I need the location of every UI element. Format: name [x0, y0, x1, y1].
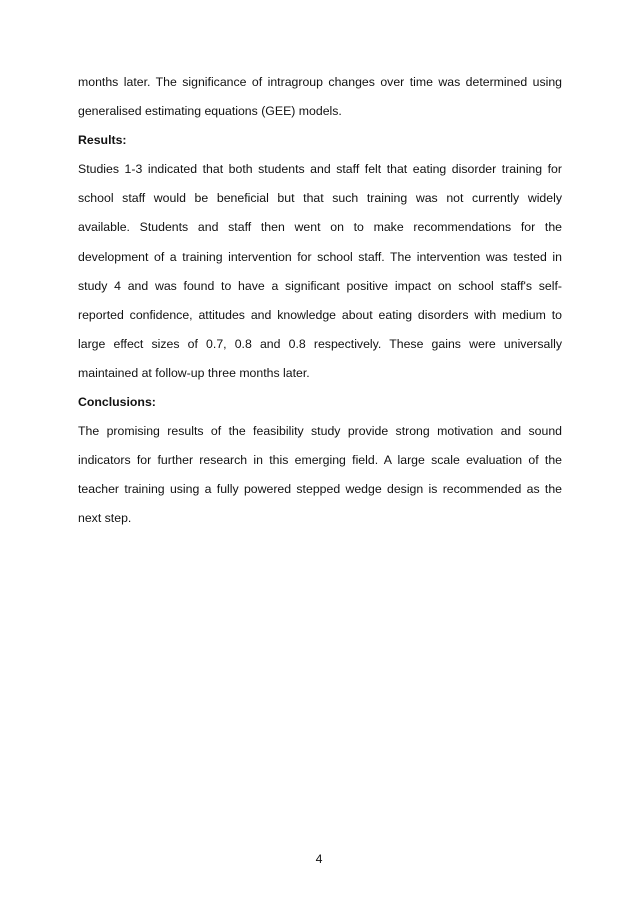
text-line: next step. [78, 511, 132, 526]
text-line: development of a training intervention for school staff. The intervention was tested in [78, 249, 562, 264]
text-line: school staff would be beneficial but that such training was not currently widely [78, 191, 562, 206]
text-line: available. Students and staff then went on to make recommendations for the [78, 220, 562, 235]
text-line: teacher training using a fully powered stepped wedge design is recommended as the [78, 482, 562, 497]
conclusions-heading: Conclusions: [78, 395, 156, 410]
body-text [78, 74, 562, 540]
page-number: 4 [315, 852, 323, 866]
text-line: study 4 and was found to have a significant positive impact on school staff's self- [78, 278, 562, 293]
text-line: maintained at follow-up three months later. [78, 365, 310, 380]
text-line: generalised estimating equations (GEE) models. [78, 104, 342, 119]
text-line: indicators for further research in this emerging field. A large scale evaluation of the [78, 453, 562, 468]
results-heading: Results: [78, 133, 127, 148]
text-line: large effect sizes of 0.7, 0.8 and 0.8 respectively. These gains were universally [78, 336, 562, 351]
text-line: reported confidence, attitudes and knowledge about eating disorders with medium to [78, 307, 562, 322]
text-line: Studies 1-3 indicated that both students and staff felt that eating disorder training for [78, 162, 562, 177]
text-line: months later. The significance of intragroup changes over time was determined using [78, 75, 562, 89]
text-line: The promising results of the feasibility study provide strong motivation and sound [78, 424, 562, 439]
